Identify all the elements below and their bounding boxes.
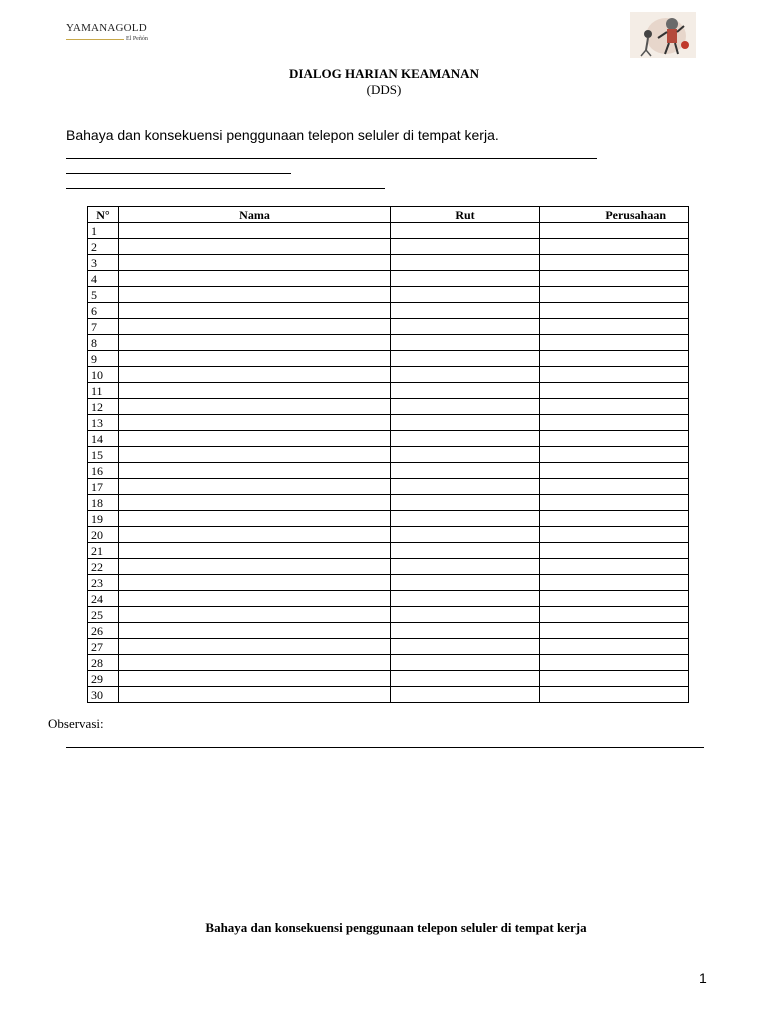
name-cell[interactable] <box>119 687 391 703</box>
table-row <box>88 559 689 575</box>
rut-cell[interactable] <box>391 367 540 383</box>
company-cell[interactable] <box>540 463 689 479</box>
rut-cell[interactable] <box>391 223 540 239</box>
company-cell[interactable] <box>540 479 689 495</box>
table-row <box>88 271 689 287</box>
table-row <box>88 623 689 639</box>
name-cell[interactable] <box>119 495 391 511</box>
name-cell[interactable] <box>119 271 391 287</box>
name-cell[interactable] <box>119 415 391 431</box>
company-logo <box>66 22 166 46</box>
company-cell[interactable] <box>540 687 689 703</box>
name-cell[interactable] <box>119 431 391 447</box>
row-number: 1 <box>88 223 119 239</box>
table-row <box>88 655 689 671</box>
rut-cell[interactable] <box>391 287 540 303</box>
company-cell[interactable] <box>540 239 689 255</box>
row-number: 8 <box>88 335 119 351</box>
company-cell[interactable] <box>540 655 689 671</box>
table-row <box>88 511 689 527</box>
table-header-row <box>88 207 689 223</box>
column-header-rut: Rut <box>391 207 540 223</box>
row-number: 17 <box>88 479 119 495</box>
company-cell[interactable] <box>540 607 689 623</box>
row-number: 27 <box>88 639 119 655</box>
name-cell[interactable] <box>119 223 391 239</box>
rut-cell[interactable] <box>391 431 540 447</box>
rut-cell[interactable] <box>391 591 540 607</box>
logo-underline <box>66 39 124 40</box>
rut-cell[interactable] <box>391 463 540 479</box>
name-cell[interactable] <box>119 447 391 463</box>
table-row <box>88 591 689 607</box>
rut-cell[interactable] <box>391 543 540 559</box>
table-row <box>88 255 689 271</box>
row-number: 30 <box>88 687 119 703</box>
rut-cell[interactable] <box>391 271 540 287</box>
rut-cell[interactable] <box>391 319 540 335</box>
name-cell[interactable] <box>119 239 391 255</box>
rut-cell[interactable] <box>391 671 540 687</box>
name-cell[interactable] <box>119 623 391 639</box>
attendance-table-body <box>88 223 689 703</box>
name-cell[interactable] <box>119 287 391 303</box>
rut-cell[interactable] <box>391 383 540 399</box>
topic-line-1 <box>66 158 597 159</box>
table-row <box>88 367 689 383</box>
column-header-number: N° <box>88 207 119 223</box>
company-cell[interactable] <box>540 351 689 367</box>
name-cell[interactable] <box>119 543 391 559</box>
rut-cell[interactable] <box>391 623 540 639</box>
table-row <box>88 687 689 703</box>
name-cell[interactable] <box>119 335 391 351</box>
page-number: 1 <box>699 970 707 986</box>
footer-title: Bahaya dan konsekuensi penggunaan telepon seluler di tempat kerja <box>205 920 587 935</box>
name-cell[interactable] <box>119 367 391 383</box>
company-cell[interactable] <box>540 495 689 511</box>
row-number: 2 <box>88 239 119 255</box>
row-number: 23 <box>88 575 119 591</box>
row-number: 9 <box>88 351 119 367</box>
name-cell[interactable] <box>119 255 391 271</box>
table-row <box>88 543 689 559</box>
observation-line <box>66 747 704 748</box>
table-row <box>88 239 689 255</box>
company-cell[interactable] <box>540 367 689 383</box>
name-cell[interactable] <box>119 655 391 671</box>
table-row <box>88 463 689 479</box>
table-row <box>88 527 689 543</box>
row-number: 7 <box>88 319 119 335</box>
company-cell[interactable] <box>540 383 689 399</box>
company-cell[interactable] <box>540 639 689 655</box>
rut-cell[interactable] <box>391 335 540 351</box>
table-row <box>88 287 689 303</box>
name-cell[interactable] <box>119 671 391 687</box>
company-cell[interactable] <box>540 575 689 591</box>
row-number: 3 <box>88 255 119 271</box>
company-cell[interactable] <box>540 591 689 607</box>
company-cell[interactable] <box>540 671 689 687</box>
company-cell[interactable] <box>540 255 689 271</box>
table-row <box>88 415 689 431</box>
logo-text: YAMANAGOLD <box>66 22 147 34</box>
row-number: 11 <box>88 383 119 399</box>
rut-cell[interactable] <box>391 687 540 703</box>
topic-text: Bahaya dan konsekuensi penggunaan telepon seluler di tempat kerja. <box>66 127 499 143</box>
row-number: 14 <box>88 431 119 447</box>
table-row <box>88 431 689 447</box>
company-cell[interactable] <box>540 303 689 319</box>
observation-label: Observasi: <box>48 716 104 731</box>
rut-cell[interactable] <box>391 415 540 431</box>
name-cell[interactable] <box>119 559 391 575</box>
row-number: 19 <box>88 511 119 527</box>
company-cell[interactable] <box>540 623 689 639</box>
name-cell[interactable] <box>119 479 391 495</box>
table-row <box>88 639 689 655</box>
row-number: 22 <box>88 559 119 575</box>
rut-cell[interactable] <box>391 239 540 255</box>
company-cell[interactable] <box>540 415 689 431</box>
rut-cell[interactable] <box>391 575 540 591</box>
topic-line-3 <box>66 188 385 189</box>
rut-cell[interactable] <box>391 639 540 655</box>
table-row <box>88 575 689 591</box>
row-number: 4 <box>88 271 119 287</box>
row-number: 12 <box>88 399 119 415</box>
table-row <box>88 319 689 335</box>
row-number: 18 <box>88 495 119 511</box>
company-cell[interactable] <box>540 511 689 527</box>
table-row <box>88 447 689 463</box>
name-cell[interactable] <box>119 607 391 623</box>
company-cell[interactable] <box>540 287 689 303</box>
company-cell[interactable] <box>540 335 689 351</box>
rut-cell[interactable] <box>391 255 540 271</box>
name-cell[interactable] <box>119 511 391 527</box>
company-cell[interactable] <box>540 399 689 415</box>
table-row <box>88 495 689 511</box>
table-row <box>88 479 689 495</box>
company-cell[interactable] <box>540 271 689 287</box>
row-number: 10 <box>88 367 119 383</box>
table-row <box>88 383 689 399</box>
row-number: 5 <box>88 287 119 303</box>
table-row <box>88 351 689 367</box>
row-number: 28 <box>88 655 119 671</box>
rut-cell[interactable] <box>391 303 540 319</box>
name-cell[interactable] <box>119 399 391 415</box>
topic-line-2 <box>66 173 291 174</box>
table-row <box>88 335 689 351</box>
row-number: 13 <box>88 415 119 431</box>
table-row <box>88 671 689 687</box>
name-cell[interactable] <box>119 303 391 319</box>
company-cell[interactable] <box>540 447 689 463</box>
rut-cell[interactable] <box>391 527 540 543</box>
name-cell[interactable] <box>119 527 391 543</box>
rut-cell[interactable] <box>391 511 540 527</box>
table-row <box>88 223 689 239</box>
rut-cell[interactable] <box>391 607 540 623</box>
name-cell[interactable] <box>119 319 391 335</box>
document-title: DIALOG HARIAN KEAMANAN <box>289 66 479 81</box>
row-number: 15 <box>88 447 119 463</box>
row-number: 26 <box>88 623 119 639</box>
name-cell[interactable] <box>119 591 391 607</box>
company-cell[interactable] <box>540 223 689 239</box>
logo-subtext: El Peñón <box>126 36 148 42</box>
rut-cell[interactable] <box>391 655 540 671</box>
name-cell[interactable] <box>119 351 391 367</box>
name-cell[interactable] <box>119 575 391 591</box>
company-cell[interactable] <box>540 543 689 559</box>
company-cell[interactable] <box>540 431 689 447</box>
rut-cell[interactable] <box>391 399 540 415</box>
company-cell[interactable] <box>540 319 689 335</box>
row-number: 6 <box>88 303 119 319</box>
name-cell[interactable] <box>119 463 391 479</box>
column-header-name: Nama <box>119 207 391 223</box>
rut-cell[interactable] <box>391 479 540 495</box>
row-number: 16 <box>88 463 119 479</box>
safety-mascot-icon <box>630 12 696 58</box>
table-row <box>88 607 689 623</box>
table-row <box>88 399 689 415</box>
document-subtitle: (DDS) <box>366 82 402 97</box>
row-number: 24 <box>88 591 119 607</box>
name-cell[interactable] <box>119 639 391 655</box>
row-number: 21 <box>88 543 119 559</box>
rut-cell[interactable] <box>391 447 540 463</box>
rut-cell[interactable] <box>391 495 540 511</box>
table-row <box>88 303 689 319</box>
company-cell[interactable] <box>540 527 689 543</box>
rut-cell[interactable] <box>391 559 540 575</box>
row-number: 29 <box>88 671 119 687</box>
rut-cell[interactable] <box>391 351 540 367</box>
column-header-company: Perusahaan <box>540 207 689 223</box>
row-number: 25 <box>88 607 119 623</box>
attendance-table <box>87 206 689 703</box>
row-number: 20 <box>88 527 119 543</box>
company-cell[interactable] <box>540 559 689 575</box>
name-cell[interactable] <box>119 383 391 399</box>
